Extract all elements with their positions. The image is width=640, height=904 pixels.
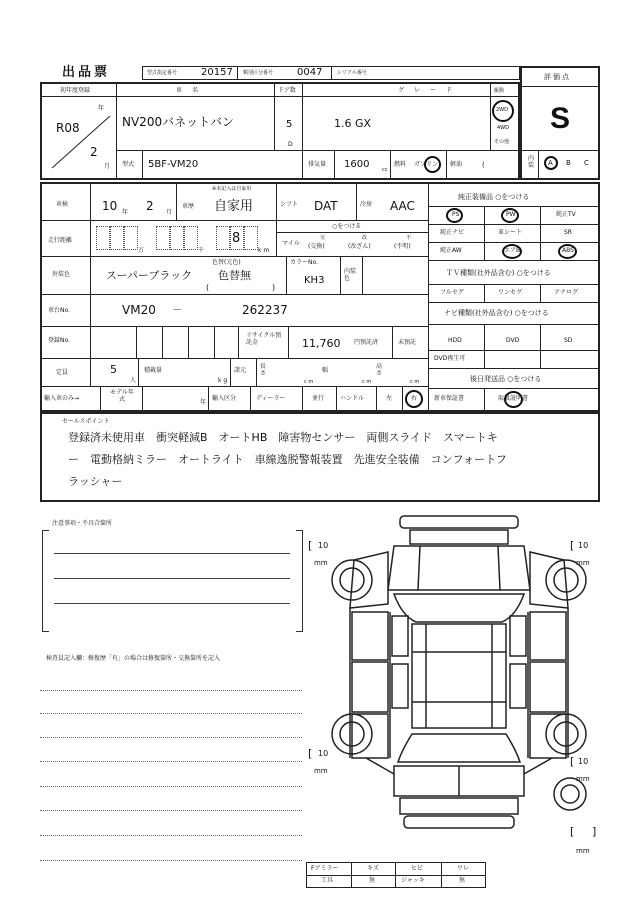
tire-rl-value: 10 [318, 749, 329, 758]
tire-rl-bracket-open: [ [308, 747, 313, 760]
inspector-line [40, 786, 302, 787]
tire-rr-bracket-open: [ [570, 755, 575, 768]
form-title: 出品票 [62, 65, 111, 80]
later-warranty: 新車保証書 [434, 395, 465, 402]
first-reg-label: 初年度登録 [60, 87, 91, 94]
front-bumper [400, 516, 518, 528]
hood [388, 546, 530, 590]
door-count-label: ドア数 [278, 87, 296, 94]
light-oil-paren: ( [482, 161, 485, 169]
width-cm: c m [362, 379, 372, 385]
color-change-value: 色替無 [218, 269, 251, 282]
meter-rewind: (改ざん) [348, 243, 371, 250]
load-unit: k g [218, 377, 228, 384]
chassis-number: 262237 [242, 303, 288, 317]
inspector-line [40, 835, 302, 836]
equip-ps-circle [446, 208, 463, 223]
mileage-digit-boxes [96, 226, 276, 250]
sales-line-1: 登録済未使用車 衝突軽減B オートHB 障害物センサー 両側スライド スマートキ [68, 431, 498, 444]
drive-other: その他 [494, 139, 510, 145]
tire-fr-bracket-open: [ [570, 539, 575, 552]
reg-no-label: 登録No. [48, 337, 70, 344]
navi-sd: SD [564, 337, 573, 344]
equip-tv: 純正TV [556, 211, 576, 218]
table-jack-value: 無 [459, 877, 466, 884]
handle-right: 右 [411, 395, 418, 402]
score-label: 評価点 [544, 73, 571, 81]
mileage-label: 走行距離 [48, 237, 73, 244]
tire-fr-value: 10 [578, 541, 589, 550]
color-label: 外装色 [52, 271, 71, 278]
meter-mark-unknown: 不 [406, 235, 412, 241]
equip-sr: SR [564, 229, 572, 236]
score-value: S [550, 102, 571, 135]
inspection-block [40, 182, 600, 412]
handle-label: ハンドル [340, 395, 365, 402]
interior-a: A [548, 159, 553, 167]
man-unit: 万 [138, 247, 145, 254]
windshield [394, 594, 524, 622]
color-value: スーパーブラック [106, 269, 193, 282]
spare-bracket-open: [ [570, 825, 575, 838]
rear-panel [400, 798, 518, 814]
notes-line [54, 578, 290, 579]
sales-line-3: ラッシャー [68, 475, 123, 488]
first-reg-year: R08 [56, 121, 80, 135]
inspector-line [40, 690, 302, 691]
sales-points-label: セールスポイント [62, 418, 110, 425]
meter-unknown: (不明) [394, 243, 411, 250]
load-label: 積載量 [144, 367, 163, 374]
car-diagram [320, 512, 590, 852]
navi-dvd: DVD [506, 337, 520, 344]
table-header-break: ワレ [457, 865, 470, 872]
door-unit: D [288, 141, 293, 148]
import-class-label: 輸入区分 [212, 395, 237, 402]
shaken-label: 車検 [56, 201, 69, 208]
fuel-circle [424, 156, 441, 173]
model-cert-label: 型式指定番号 [147, 70, 178, 76]
height-label: 高さ [376, 363, 383, 377]
import-dealer: ディーラー [256, 395, 286, 402]
color-paren-close: ) [272, 283, 276, 292]
table-header-crack: ヒビ [411, 865, 424, 872]
equip-ps: PS [452, 211, 460, 218]
table-tools-label: 工具 [321, 877, 334, 884]
shift-label: シフト [280, 201, 299, 208]
table-jack-label: ジャッキ [401, 877, 425, 884]
tv-analog: アナログ [554, 289, 579, 296]
usage-note: ※未記入は自家用 [212, 186, 252, 192]
equip-leather: 革シート [498, 229, 523, 236]
recycle-label: リサイクル預託金 [246, 332, 282, 347]
displacement-value: 1600 [344, 159, 370, 170]
table-header-mirror: Fアミラー [311, 865, 339, 872]
meter-mark-rewind: 改 [362, 235, 368, 241]
import-parallel: 並行 [312, 395, 325, 402]
equip-airbag: エアB [504, 247, 521, 254]
grade-value: 1.6 GX [334, 117, 372, 130]
dvd-play-label: DVD再生可 [434, 355, 466, 362]
door-count: 5 [286, 119, 293, 130]
model-year-label: モデル年式 [110, 389, 134, 403]
model-cert-number: 20157 [201, 67, 233, 78]
spare-unit: mm [576, 847, 590, 855]
tv-oneseg: ワンセグ [498, 289, 523, 296]
equip-airbag-circle [502, 244, 522, 259]
rear-window [398, 734, 520, 762]
tire-fl-unit: mm [314, 559, 328, 567]
inspector-label: 検査員記入欄：修復歴「有」の場合は修復箇所・交換箇所を記入 [46, 655, 221, 662]
class-number: 0047 [297, 67, 323, 78]
vehicle-info-block [40, 82, 520, 180]
tv-title: ＴＶ種類(社外品含む) ○をつける [446, 269, 551, 277]
inspector-line [40, 737, 302, 738]
displacement-label: 排気量 [308, 161, 327, 168]
year-unit: 年 [98, 105, 105, 112]
serial-label: シリアル番号 [337, 70, 367, 76]
tire-rl-unit: mm [314, 767, 328, 775]
later-manual-circle [504, 391, 523, 408]
capacity-label: 定員 [56, 369, 69, 376]
sales-points-block [40, 412, 600, 502]
color-no-value: KH3 [304, 275, 325, 286]
model-year-unit: 年 [200, 399, 207, 406]
height-cm: c m [410, 379, 420, 385]
color-no-label: カラーNo. [290, 259, 318, 266]
first-reg-month: 2 [90, 145, 98, 159]
import-label: 輸入車のみ→ [44, 395, 80, 402]
sen-unit: 千 [198, 247, 205, 254]
interior-color-label: 内装色 [344, 268, 357, 283]
left-front-door [352, 612, 388, 660]
navi-title: ナビ種類(社外品含む) ○をつける [444, 309, 549, 317]
notes-title: 注意事項・不具合箇所 [52, 520, 113, 527]
chassis-label: 車台No. [48, 307, 70, 314]
fuel-label: 燃料 [394, 161, 407, 168]
equip-abs-circle [558, 244, 577, 259]
right-front-door [530, 612, 566, 660]
inspector-line [40, 713, 302, 714]
spare-bracket-close: ] [592, 825, 597, 838]
inspector-line [40, 860, 302, 861]
chassis-dash: － [172, 305, 182, 316]
recycle-unpaid: 未預託 [398, 339, 417, 346]
notes-line [54, 553, 290, 554]
month-unit: 月 [104, 163, 111, 170]
tire-rr-value: 10 [578, 757, 589, 766]
left-quarter [352, 714, 388, 758]
length-label: 長さ [260, 363, 267, 377]
interior-grade-label: 内装 [528, 155, 535, 169]
circle-note: ○をつける [332, 223, 362, 230]
notes-bracket-right [296, 530, 303, 632]
fuel-gasoline: ガソリン [414, 161, 439, 168]
inspector-line [40, 810, 302, 811]
front-grille [410, 530, 508, 544]
meter-mark-exchange: 交 [320, 235, 326, 241]
equipment-title: 純正装備品 ○をつける [458, 193, 530, 201]
shaken-month-unit: 月 [166, 209, 173, 216]
navi-hdd: HDD [448, 337, 462, 344]
equip-abs: ABS [562, 247, 574, 254]
shaken-month: 2 [146, 199, 154, 213]
dimensions-label: 諸元 [234, 367, 247, 374]
drive-2wd: 2WD [496, 107, 508, 113]
tire-fl-bracket-open: [ [308, 539, 313, 552]
shift-value: DAT [314, 199, 338, 213]
length-cm: c m [304, 379, 314, 385]
class-label: 類別区分番号 [243, 70, 274, 76]
equipment-check-table [306, 862, 486, 888]
tire-fr-unit: mm [576, 559, 590, 567]
recycle-unit: 円預託済 [354, 339, 379, 346]
meter-exchange: (交換) [308, 243, 325, 250]
usage-value: 自家用 [214, 199, 254, 214]
drive-label: 駆動 [494, 88, 505, 94]
meter-mile: マイル [282, 240, 300, 247]
chassis-prefix: VM20 [122, 303, 156, 317]
spare-wheel [554, 778, 586, 810]
shaken-year-unit: 年 [122, 209, 129, 216]
registration-id-strip [142, 66, 520, 80]
handle-left: 左 [386, 395, 393, 402]
table-tools-value: 無 [369, 877, 376, 884]
table-header-scratch: キズ [367, 865, 379, 872]
inspector-line [40, 761, 302, 762]
model-value: 5BF-VM20 [148, 159, 199, 170]
ac-value: AAC [390, 199, 415, 213]
later-manual: 取扱説明書 [498, 395, 529, 402]
shaken-year: 10 [102, 199, 118, 213]
right-quarter [530, 714, 566, 758]
later-title: 後日発送品 ○をつける [470, 375, 542, 383]
cc-unit: cc [382, 167, 388, 173]
score-box [520, 66, 600, 180]
mileage-value: 8 [232, 231, 241, 246]
tire-fl-value: 10 [318, 541, 329, 550]
tv-fullseg: フルセグ [440, 289, 464, 296]
interior-c: C [584, 159, 589, 167]
model-label: 型式 [122, 161, 135, 168]
usage-label: 車歴 [182, 203, 195, 210]
equip-aw: 純正AW [440, 247, 462, 254]
capacity-value: 5 [110, 363, 117, 376]
equip-pw-circle [501, 208, 519, 223]
capacity-unit: 人 [130, 377, 137, 384]
sales-line-2: ー 電動格納ミラー オートライト 車線逸脱警報装置 先進安全装備 コンフォートフ [68, 453, 507, 466]
equip-navi: 純正ナビ [440, 229, 465, 236]
interior-b: B [566, 159, 571, 167]
car-name: NV200バネットバン [122, 115, 234, 129]
rear-bumper [404, 816, 514, 828]
width-label: 幅 [322, 367, 329, 374]
km-unit: k m [258, 247, 270, 254]
light-oil-label: 軽油 [450, 161, 463, 168]
drive-4wd: 4WD [497, 125, 509, 131]
recycle-fee: 11,760 [302, 337, 341, 350]
notes-bracket-left [42, 530, 49, 632]
ac-label: 冷房 [360, 201, 373, 208]
color-change-label: 色替(元色) [212, 259, 241, 266]
handle-right-circle [405, 390, 423, 408]
left-rear-door [352, 662, 388, 712]
tire-rr-unit: mm [576, 775, 590, 783]
car-name-label: 車名 [176, 87, 209, 94]
equip-pw: PW [506, 211, 516, 218]
right-rear-door [530, 662, 566, 712]
grade-label: グレード [398, 87, 463, 94]
color-paren-open: ( [206, 283, 210, 292]
notes-line [54, 603, 290, 604]
